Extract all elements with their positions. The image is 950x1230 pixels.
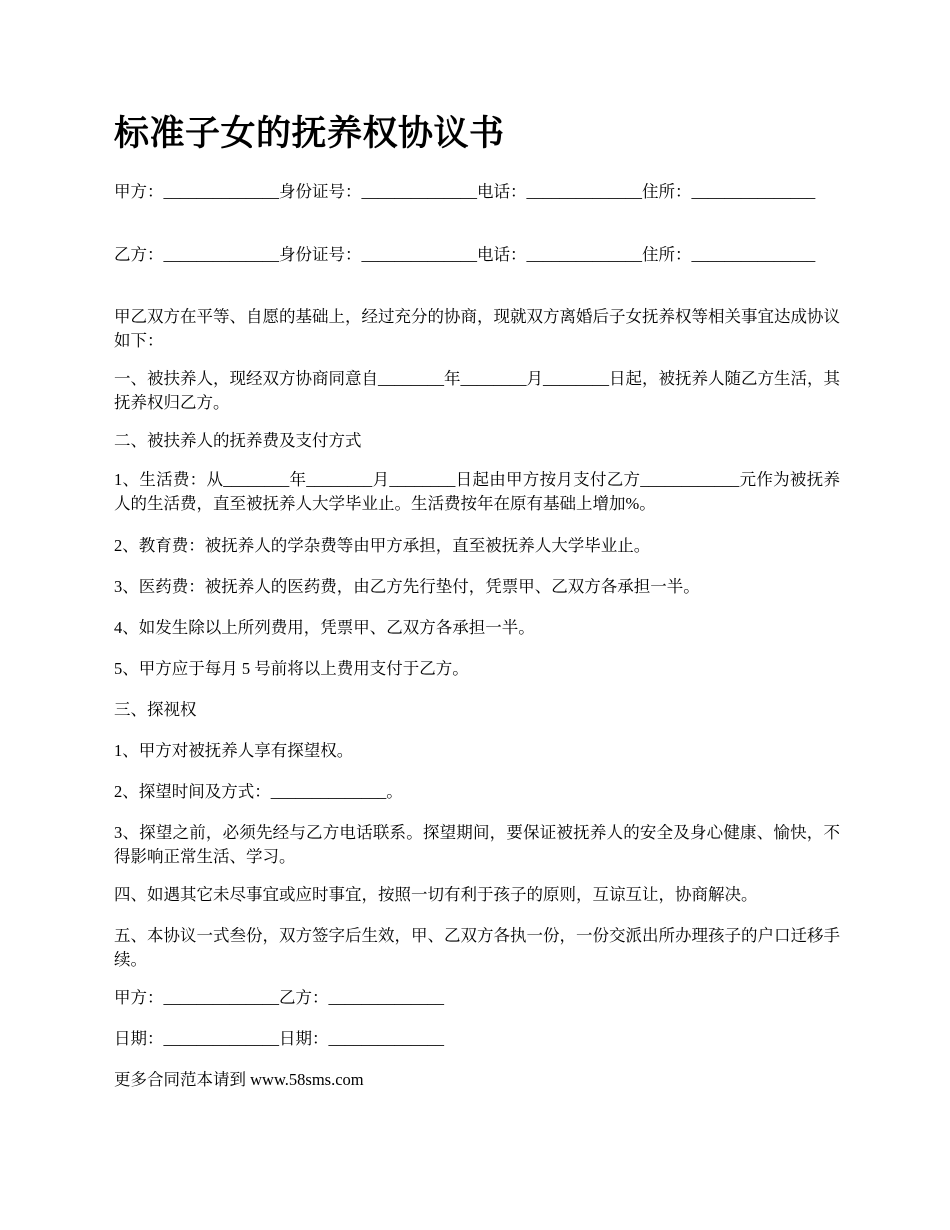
clause-1-custody: 一、被扶养人，现经双方协商同意自________年________月________日起，被抚养人随乙方生活，其抚养权归乙方。 bbox=[114, 369, 840, 412]
clause-3-3-visitation-rules: 3、探望之前，必须先经与乙方电话联系。探望期间，要保证被抚养人的安全及身心健康、愉快，不得影响正常生活、学习。 bbox=[114, 823, 840, 866]
party-b-info: 乙方：______________身份证号：______________电话：______________住所：_______________ bbox=[114, 245, 816, 264]
clause-2-5-payment-date: 5、甲方应于每月 5 号前将以上费用支付于乙方。 bbox=[114, 659, 469, 678]
signature-line: 甲方：______________乙方：______________ bbox=[114, 988, 444, 1007]
clause-3-2-visitation-time: 2、探望时间及方式：______________。 bbox=[114, 782, 403, 801]
clause-2-1-living-expenses: 1、生活费：从________年________月________日起由甲方按月支付乙方____________元作为被抚养人的生活费，直至被抚养人大学毕业止。生活费按年在原有基础上增加%。 bbox=[114, 470, 841, 513]
party-a-info: 甲方：______________身份证号：______________电话：______________住所：_______________ bbox=[114, 182, 816, 201]
preamble-paragraph: 甲乙双方在平等、自愿的基础上，经过充分的协商，现就双方离婚后子女抚养权等相关事宜达成协议如下： bbox=[114, 307, 840, 350]
clause-2-4-other-fees: 4、如发生除以上所列费用，凭票甲、乙双方各承担一半。 bbox=[114, 618, 535, 637]
clause-3-1-visitation-right: 1、甲方对被抚养人享有探望权。 bbox=[114, 741, 354, 760]
clause-4-other-matters: 四、如遇其它未尽事宜或应时事宜，按照一切有利于孩子的原则，互谅互让，协商解决。 bbox=[114, 885, 758, 904]
clause-2-heading: 二、被扶养人的抚养费及支付方式 bbox=[114, 431, 362, 450]
clause-3-heading: 三、探视权 bbox=[114, 700, 197, 719]
date-line: 日期：______________日期：______________ bbox=[114, 1029, 444, 1048]
footer-source-note: 更多合同范本请到 www.58sms.com bbox=[114, 1070, 364, 1089]
clause-2-3-medical-fees: 3、医药费：被抚养人的医药费，由乙方先行垫付，凭票甲、乙双方各承担一半。 bbox=[114, 577, 700, 596]
document-title: 标准子女的抚养权协议书 bbox=[114, 114, 505, 153]
clause-5-copies: 五、本协议一式叁份，双方签字后生效，甲、乙双方各执一份，一份交派出所办理孩子的户口迁移手续。 bbox=[114, 926, 840, 969]
clause-2-2-education-fees: 2、教育费：被抚养人的学杂费等由甲方承担，直至被抚养人大学毕业止。 bbox=[114, 536, 651, 555]
